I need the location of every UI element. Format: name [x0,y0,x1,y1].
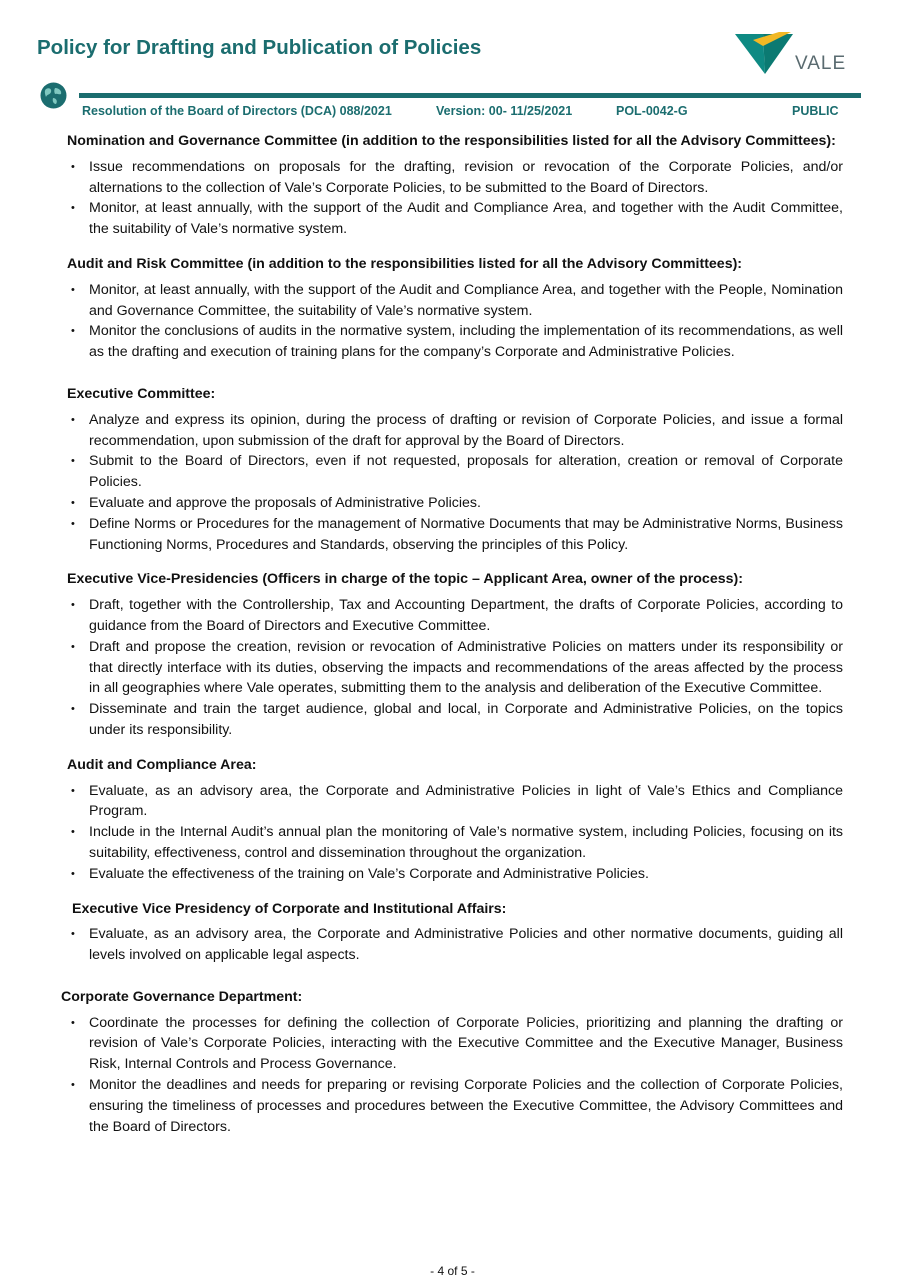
list-item: • Define Norms or Procedures for the management of Normative Documents that may be Administrative Norms, Business Functioning Norms, Procedures and Standards, observing the principles of this Policy. [67,514,843,556]
section-heading: Nomination and Governance Committee (in addition to the responsibilities listed for all the Advisory Committees): [67,133,836,149]
document-body [61,131,843,1137]
page-number: - 4 of 5 - [430,1264,475,1278]
list-item: • Submit to the Board of Directors, even if not requested, proposals for alteration, creation or removal of Corporate Policies. [67,451,843,493]
section-audit-compliance [67,755,843,885]
section-heading: Executive Vice-Presidencies (Officers in charge of the topic – Applicant Area, owner of the process): [67,571,743,588]
list-item: • Evaluate and approve the proposals of Administrative Policies. [67,493,843,514]
vale-logo [733,30,848,78]
bullet-list [67,280,843,363]
section-heading: Audit and Compliance Area: [67,756,257,773]
list-item: • Evaluate, as an advisory area, the Corporate and Administrative Policies in light of Vale’s Ethics and Compliance Program. [67,781,843,823]
version-label: Version: 00- 11/25/2021 [436,104,573,118]
logo-text: VALE [795,53,847,74]
section-heading: Executive Vice Presidency of Corporate and Institutional Affairs: [72,900,507,917]
section-executive-committee [67,384,843,555]
classification-label: PUBLIC [792,104,839,118]
section-audit-risk [67,254,843,363]
bullet-list [67,595,843,741]
document-code: POL-0042-G [616,104,688,118]
section-heading: Executive Committee: [67,385,216,402]
bullet-list [67,1013,843,1138]
list-item: • Include in the Internal Audit’s annual plan the monitoring of Vale’s normative system, including Policies, focusing on its suitability, effectiveness, control and dissemination throughout the organization. [67,822,843,864]
bullet-list [67,924,843,966]
list-item: • Issue recommendations on proposals for the drafting, revision or revocation of the Corporate Policies, and/or alternations to the collection of Vale’s Corporate Policies, to be submitted to the Board of Directors. [67,157,843,199]
list-item: • Draft, together with the Controllership, Tax and Accounting Department, the drafts of Corporate Policies, according to guidance from the Board of Directors and Executive Committee. [67,595,843,637]
list-item: • Evaluate the effectiveness of the training on Vale’s Corporate and Administrative Policies. [67,864,843,885]
section-corporate-governance [61,987,843,1138]
list-item: • Monitor, at least annually, with the support of the Audit and Compliance Area, and together with the People, Nomination and Governance Committee, the suitability of Vale’s normative system. [67,280,843,322]
section-executive-vice-presidencies [67,569,843,740]
resolution-label: Resolution of the Board of Directors (DCA) 088/2021 [82,104,392,118]
section-heading: Corporate Governance Department: [61,988,303,1005]
globe-icon [40,82,67,109]
section-corporate-institutional-affairs [67,899,843,966]
bullet-list [67,410,843,556]
section-nomination-governance [67,131,843,240]
list-item: • Monitor, at least annually, with the support of the Audit and Compliance Area, and together with the Audit Committee, the suitability of Vale’s normative system. [67,198,843,240]
section-heading: Audit and Risk Committee (in addition to the responsibilities listed for all the Advisory Committees): [67,255,743,272]
header-rule [79,93,861,98]
list-item: • Coordinate the processes for defining the collection of Corporate Policies, prioritizing and planning the drafting or revision of Vale’s Corporate Policies, interacting with the Executive Committee and the Executive Manager, Business Risk, Internal Controls and Process Governance. [67,1013,843,1075]
document-title: Policy for Drafting and Publication of Policies [37,36,482,59]
list-item: • Disseminate and train the target audience, global and local, in Corporate and Administrative Policies, on the topics under its responsibility. [67,699,843,741]
list-item: • Draft and propose the creation, revision or revocation of Administrative Policies on matters under its responsibility or that directly interface with its duties, observing the impacts and recommendations of the areas affected by the process in all geographies where Vale operates, submitting them to the analysis and deliberation of the Executive Committee. [67,637,843,699]
list-item: • Monitor the deadlines and needs for preparing or revising Corporate Policies and the collection of Corporate Policies, ensuring the timeliness of processes and procedures between the Executive Committee, the Advisory Committees and the Board of Directors. [67,1075,843,1137]
bullet-list [67,157,843,240]
list-item: • Monitor the conclusions of audits in the normative system, including the implementation of its recommendations, as well as the drafting and execution of training plans for the company’s Corporate and Administrative Policies. [67,321,843,363]
list-item: • Evaluate, as an advisory area, the Corporate and Administrative Policies and other normative documents, guiding all levels involved on applicable legal aspects. [67,924,843,966]
list-item: • Analyze and express its opinion, during the process of drafting or revision of Corporate Policies, and issue a formal recommendation, upon submission of the draft for approval by the Board of Directors. [67,410,843,452]
bullet-list [67,781,843,885]
